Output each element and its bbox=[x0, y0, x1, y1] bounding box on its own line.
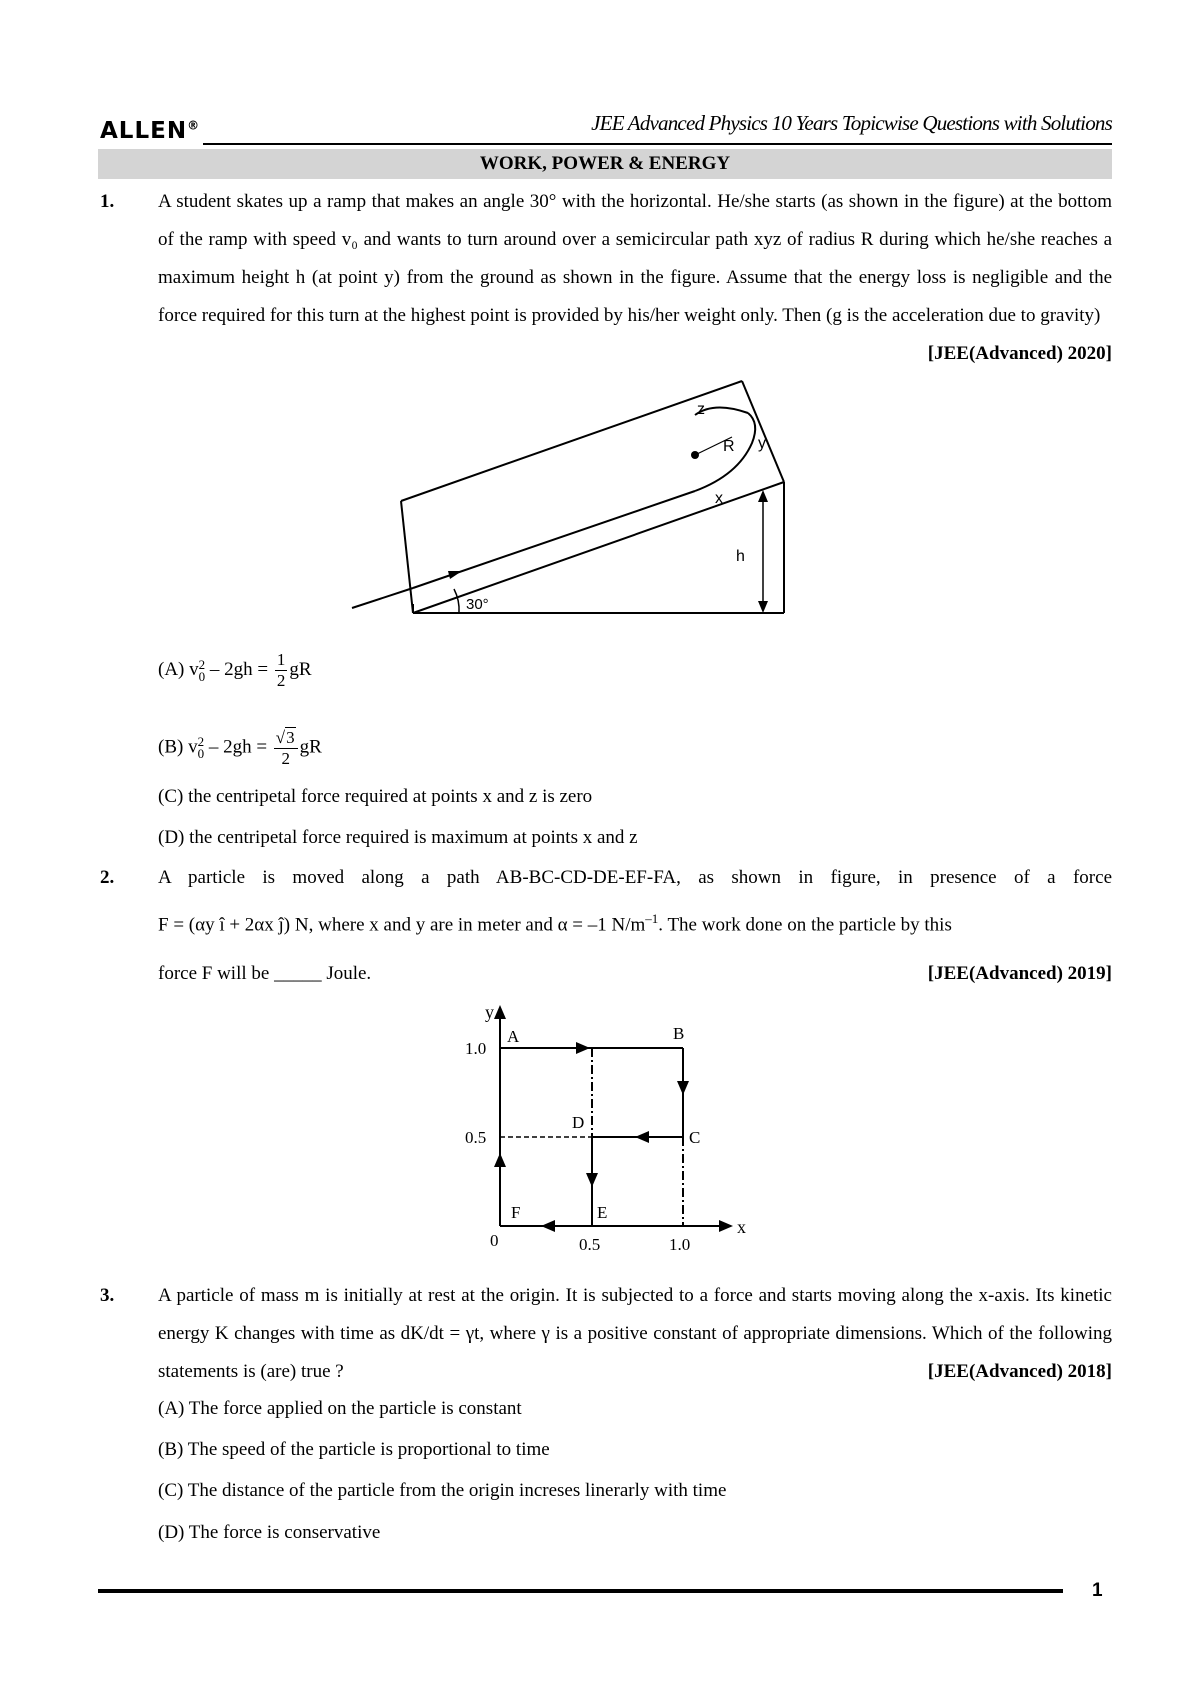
label-h: h bbox=[736, 548, 745, 565]
option-c: (C) The distance of the particle from the origin increses linerarly with time bbox=[158, 1480, 727, 1501]
book-title: JEE Advanced Physics 10 Years Topicwise Questions with Solutions bbox=[591, 111, 1112, 135]
label-z: z bbox=[697, 401, 705, 418]
question-number: 2. bbox=[100, 867, 115, 888]
x-tick: 1.0 bbox=[669, 1235, 691, 1254]
question-text: A particle of mass m is initially at rest at the origin. It is subjected to a force and starts moving along the x-axis. Its kinetic energy K changes with time as dK/dt = γt, where γ is a positive constant of appropriate dimensions. Which of the following statements is (are) true ? [JEE(Advanced) 2018] bbox=[158, 1277, 1112, 1391]
question-number: 3. bbox=[100, 1285, 115, 1306]
point-E: E bbox=[597, 1203, 608, 1222]
question-line: F = (αy î + 2αx ĵ) N, where x and y are in meter and α = –1 $N/m^{-1}$. The work done on the particle by this bbox=[158, 911, 952, 936]
option-b: (B) The speed of the particle is proportional to time bbox=[158, 1439, 550, 1460]
x-tick: 0.5 bbox=[579, 1235, 601, 1254]
question-line: A particle is moved along a path AB-BC-CD-DE-EF-FA, as shown in figure, in presence of a force bbox=[158, 867, 1112, 888]
question-source: [JEE(Advanced) 2019] bbox=[927, 963, 1112, 984]
point-D: D bbox=[572, 1113, 585, 1132]
question-source: [JEE(Advanced) 2020] bbox=[927, 343, 1112, 364]
point-F: F bbox=[511, 1203, 521, 1222]
origin-label: 0 bbox=[490, 1231, 499, 1250]
path-graph bbox=[455, 995, 755, 1255]
publisher-logo: ALLEN® bbox=[100, 118, 201, 144]
point-C: C bbox=[689, 1128, 701, 1147]
option-c: (C) the centripetal force required at points x and z is zero bbox=[158, 786, 593, 807]
header-rule bbox=[203, 143, 1112, 145]
y-tick: 0.5 bbox=[465, 1128, 487, 1147]
option-b: (B) v 2 0 – 2gh = $\frac{√3}{2}$ gR bbox=[158, 728, 322, 768]
option-d: (D) the centripetal force required is maximum at points x and z bbox=[158, 827, 638, 848]
question-source: [JEE(Advanced) 2018] bbox=[927, 1361, 1112, 1382]
question-line: force F will be _____ Joule. [JEE(Advanced) 2019] bbox=[158, 955, 1112, 993]
y-tick: 1.0 bbox=[465, 1039, 487, 1058]
option-d: (D) The force is conservative bbox=[158, 1522, 381, 1543]
label-R: R bbox=[723, 438, 735, 455]
section-title: WORK, POWER & ENERGY bbox=[98, 149, 1112, 179]
axis-y-label: y bbox=[485, 1002, 494, 1022]
label-y: y bbox=[758, 435, 766, 452]
footer-rule bbox=[98, 1589, 1063, 1593]
label-angle: 30° bbox=[466, 596, 489, 613]
question-text: A student skates up a ramp that makes an angle 30° with the horizontal. He/she starts (as shown in the figure) at the bottom of the ramp with speed v₀ and wants to turn around over a semicircular path xyz of radius R during which he/she reaches a maximum height h (at point y) from the ground as shown in the figure. Assume that the energy loss is negligible and the force required for this turn at the highest point is provided by his/her weight only. Then (g is the acceleration due to gravity) [JEE(Advanced) 2020] bbox=[158, 183, 1112, 373]
axis-x-label: x bbox=[737, 1217, 746, 1237]
option-a: (A) v 2 0 – 2gh = $\frac{1}{2}$ gR bbox=[158, 650, 312, 690]
point-A: A bbox=[507, 1027, 520, 1046]
point-B: B bbox=[673, 1024, 685, 1043]
page-number: 1 bbox=[1092, 1580, 1103, 1601]
label-x: x bbox=[715, 490, 723, 507]
ramp-figure bbox=[340, 375, 870, 620]
question-number: 1. bbox=[100, 191, 115, 212]
option-a: (A) The force applied on the particle is constant bbox=[158, 1398, 522, 1419]
